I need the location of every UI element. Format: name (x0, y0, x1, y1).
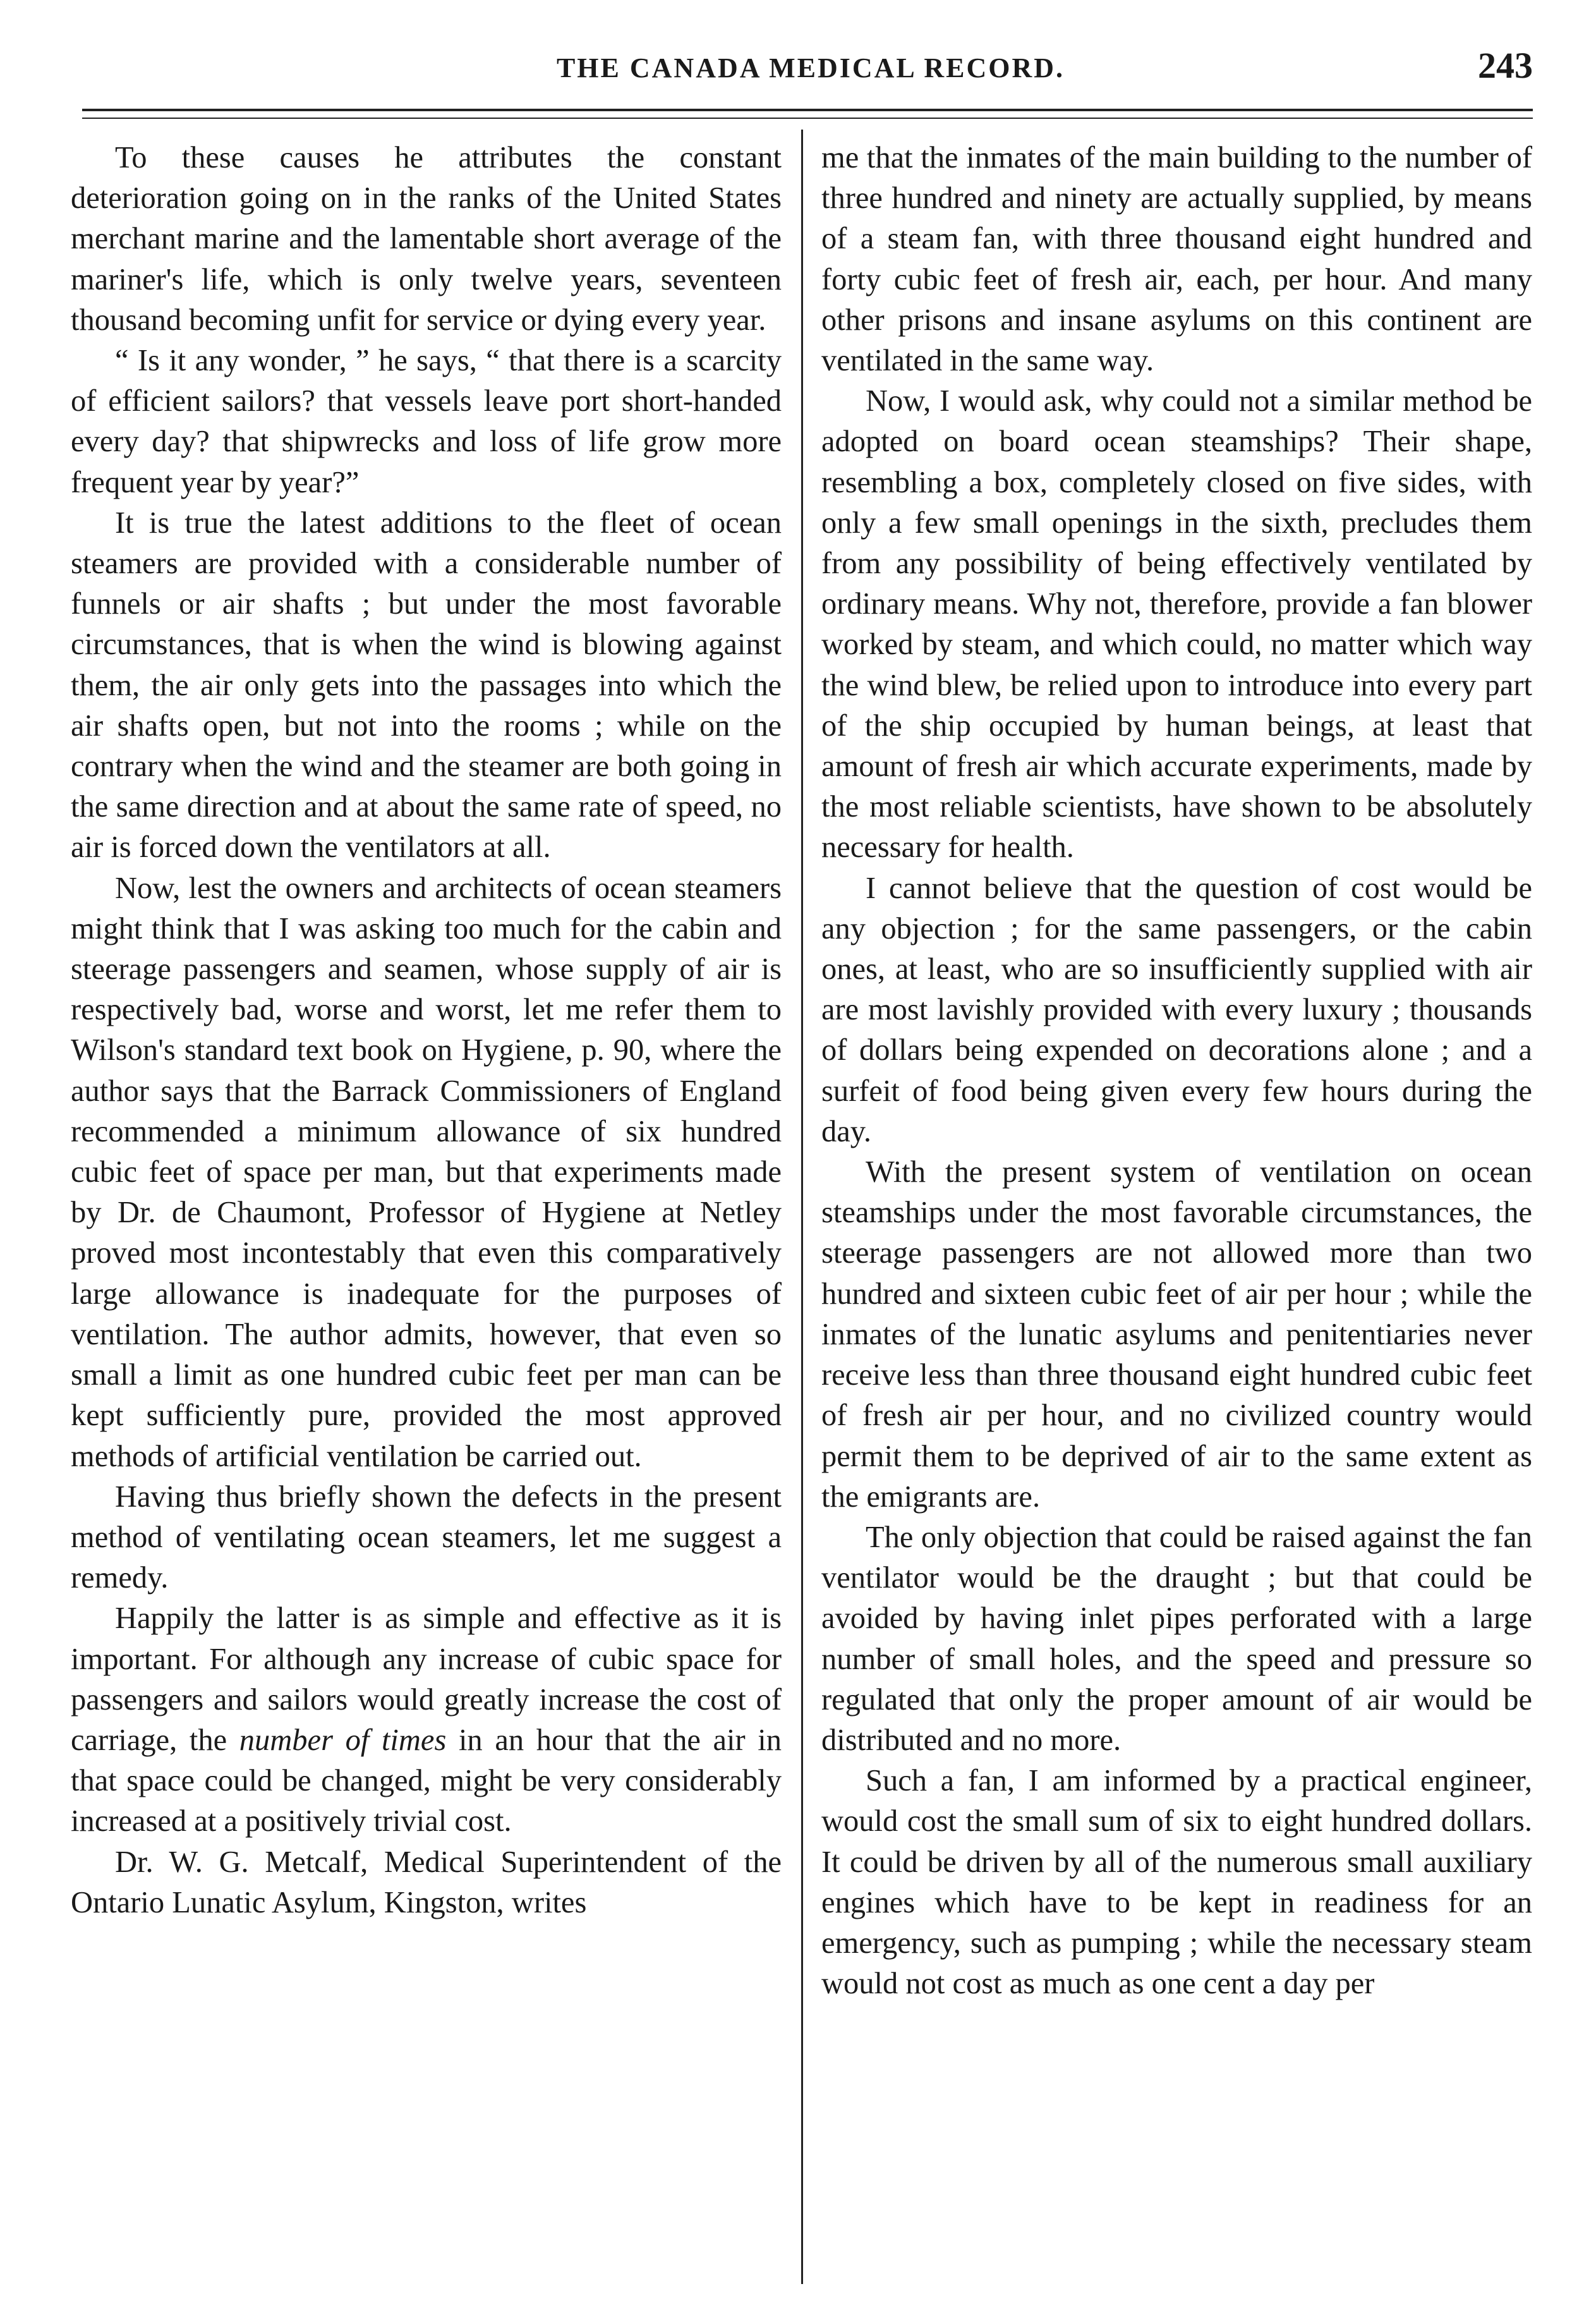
paragraph: With the present system of ventilation on ocean steamships under the most favorable circumstances, the steerage passengers are not allowed more than two hundred and sixteen cubic feet of air per hour ; while the inmates of the lunatic asylums and penitentiaries never receive less than three thousand eight hundred cubic feet of fresh air per hour, and no civilized country would permit them to be deprived of air to the same extent as the emigrants are. (821, 1155, 1532, 1514)
paragraph: “ Is it any wonder, ” he says, “ that there is a scarcity of efficient sailors? that vessels leave port short-handed every day? that shipwrecks and loss of life grow more frequent year by year?” (71, 344, 782, 499)
italic-phrase: number of times (239, 1723, 447, 1757)
column-divider (801, 130, 803, 2284)
paragraph: Dr. W. G. Metcalf, Medical Superintendent of the Ontario Lunatic Asylum, Kingston, writes (71, 1845, 782, 1919)
paragraph-text: in an hour that the air in that space could be changed, might be very considerably increased at a positively trivial cost. (71, 1723, 782, 1838)
paragraph: It is true the latest additions to the fleet of ocean steamers are provided with a considerable number of funnels or air shafts ; but under the most favorable circumstances, that is when the wind is blowing against them, the air only gets into the passages into which the air shafts open, but not into the rooms ; while on the contrary when the wind and the steamer are both going in the same direction and at about the same rate of speed, no air is forced down the ventilators at all. (71, 506, 782, 865)
paragraph: To these causes he attributes the constant deterioration going on in the ranks of the United States merchant marine and the lamentable short average of the mariner's life, which is only twelve years, seventeen thousand becoming unfit for service or dying every year. (71, 141, 782, 337)
paragraph: Now, I would ask, why could not a similar method be adopted on board ocean steamships? Their shape, resembling a box, completely closed on five sides, with only a few small openings in the sixth, precludes them from any possibility of being effectively ventilated by ordinary means. Why not, therefore, provide a fan blower worked by steam, and which could, no matter which way the wind blew, be relied upon to introduce into every part of the ship occupied by human beings, at least that amount of fresh air which accurate experiments, made by the most reliable scientists, have shown to be absolutely necessary for health. (821, 384, 1532, 865)
left-column (71, 138, 782, 2278)
paragraph-continued: me that the inmates of the main building to the number of three hundred and ninety are actually supplied, by means of a steam fan, with three thousand eight hundred and forty cubic feet of fresh air, each, per hour. And many other prisons and insane asylums on this continent are ventilated in the same way. (821, 141, 1532, 378)
page-number: 243 (1478, 45, 1533, 86)
paragraph: Having thus briefly shown the defects in the present method of ventilating ocean steamers, let me suggest a remedy. (71, 1480, 782, 1595)
right-column (821, 138, 1532, 2278)
header-rule-thin (82, 118, 1533, 119)
paragraph: The only objection that could be raised against the fan ventilator would be the draught ; but that could be avoided by having inlet pipes perforated with a large number of small holes, and the speed and pressure so regulated that only the proper amount of air would be distributed and no more. (821, 1520, 1532, 1757)
paragraph: I cannot believe that the question of cost would be any objection ; for the same passengers, or the cabin ones, at least, who are so insufficiently supplied with air are most lavishly provided with every luxury ; thousands of dollars being expended on decorations alone ; and a surfeit of food being given every few hours during the day. (821, 871, 1532, 1148)
paragraph-text: Happily the latter is as simple and effective as it is important. For although any increase of cubic space for passengers and sailors would greatly increase the cost of carriage, the (71, 1601, 782, 1757)
paragraph: Now, lest the owners and architects of ocean steamers might think that I was asking too much for the cabin and steerage passengers and seamen, whose supply of air is respectively bad, worse and worst, let me refer them to Wilson's standard text book on Hygiene, p. 90, where the author says that the Barrack Commissioners of England recommended a minimum allowance of six hundred cubic feet of space per man, but that experiments made by Dr. de Chaumont, Professor of Hygiene at Netley proved most incontestably that even this comparatively large allowance is inadequate for the purposes of ventilation. The author admits, however, that even so small a limit as one hundred cubic feet per man can be kept sufficiently pure, provided the most approved methods of artificial ventilation be carried out. (71, 871, 782, 1473)
paragraph (71, 1598, 782, 1842)
header-rule-thick (82, 109, 1533, 111)
paragraph: Such a fan, I am informed by a practical engineer, would cost the small sum of six to eight hundred dollars. It could be driven by all of the numerous small auxiliary engines which have to be kept in readiness for an emergency, such as pumping ; while the necessary steam would not cost as much as one cent a day per (821, 1764, 1532, 2001)
running-head: THE CANADA MEDICAL RECORD. (556, 52, 1065, 83)
page-header (88, 44, 1533, 101)
